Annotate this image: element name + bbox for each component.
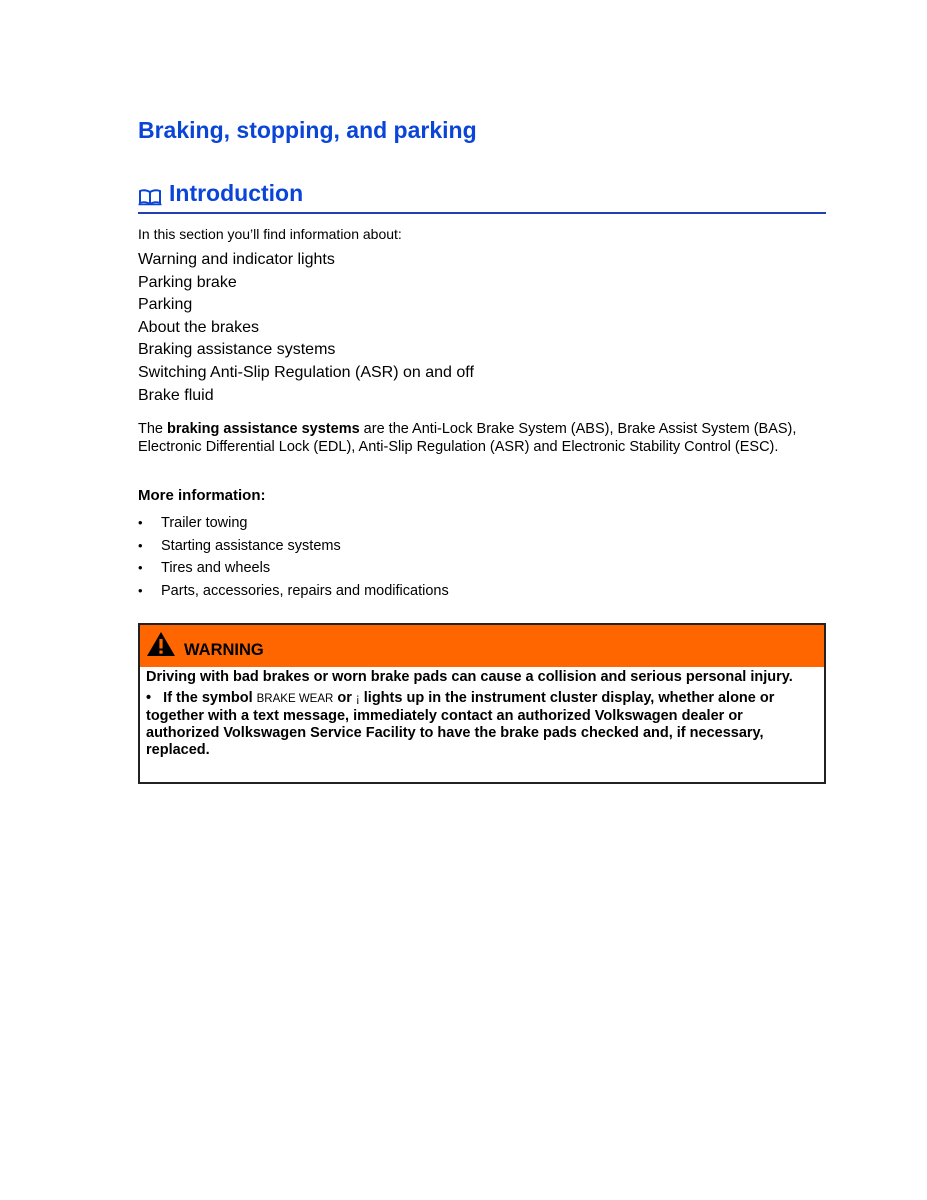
bullet: • xyxy=(138,537,143,553)
braking-systems-paragraph xyxy=(138,420,828,456)
warning-item-or: or xyxy=(333,690,356,706)
topic-list xyxy=(138,250,474,408)
more-information-heading: More information: xyxy=(138,487,266,504)
book-icon xyxy=(138,188,162,206)
warning-item-post: lights up in the instrument cluster display, whether alone or together with a text message, immediately contact an authorized Volkswagen dealer or authorized Volkswagen Service Facility to have the brake pads checked and, if necessary, replaced. xyxy=(146,690,775,758)
bullet: • xyxy=(138,560,143,576)
warning-lead: Driving with bad brakes or worn brake pads can cause a collision and serious personal injury. xyxy=(146,669,793,685)
warning-item xyxy=(146,690,818,759)
warning-box xyxy=(138,623,826,784)
introduction-heading: Introduction xyxy=(169,180,304,206)
topic-link[interactable]: Warning and indicator lights xyxy=(138,251,335,268)
info-symbol: ¡ xyxy=(355,693,360,705)
warning-bullet: • xyxy=(146,690,152,706)
section-title: Braking, stopping, and parking xyxy=(138,117,477,143)
topic-link[interactable]: Switching Anti-Slip Regulation (ASR) on and off xyxy=(138,363,474,381)
more-info-link[interactable]: Trailer towing xyxy=(161,515,248,531)
warning-body xyxy=(140,667,824,759)
intro-text: In this section you’ll find information about: xyxy=(138,226,402,242)
more-info-link[interactable]: Parts, accessories, repairs and modifications xyxy=(161,582,449,599)
warning-title: WARNING xyxy=(184,641,264,659)
more-info-link[interactable]: Tires and wheels xyxy=(161,560,271,577)
warning-triangle-icon xyxy=(146,631,176,657)
paragraph-bold: braking assistance systems xyxy=(167,421,360,437)
topic-link[interactable]: Brake fluid xyxy=(138,386,214,404)
topic-link[interactable]: Braking assistance systems xyxy=(138,341,336,359)
brake-wear-symbol: BRAKE WEAR xyxy=(256,693,334,705)
topic-link[interactable]: About the brakes xyxy=(138,318,259,336)
topic-link[interactable]: Parking xyxy=(138,296,193,314)
paragraph-pre: The xyxy=(138,421,168,437)
paragraph-post: are the Anti-Lock Brake System (ABS), Brake Assist System (BAS), Electronic Differential Lock (EDL), Anti-Slip Regulation (ASR) and Electronic Stability Control (ESC). xyxy=(138,421,797,455)
bullet: • xyxy=(138,582,143,598)
warning-header xyxy=(140,625,824,667)
warning-item-pre: If the symbol xyxy=(163,690,257,706)
bullet: • xyxy=(138,515,143,530)
more-info-link[interactable]: Starting assistance systems xyxy=(161,537,341,554)
introduction-heading-bar xyxy=(138,180,826,214)
topic-link[interactable]: Parking brake xyxy=(138,273,237,291)
